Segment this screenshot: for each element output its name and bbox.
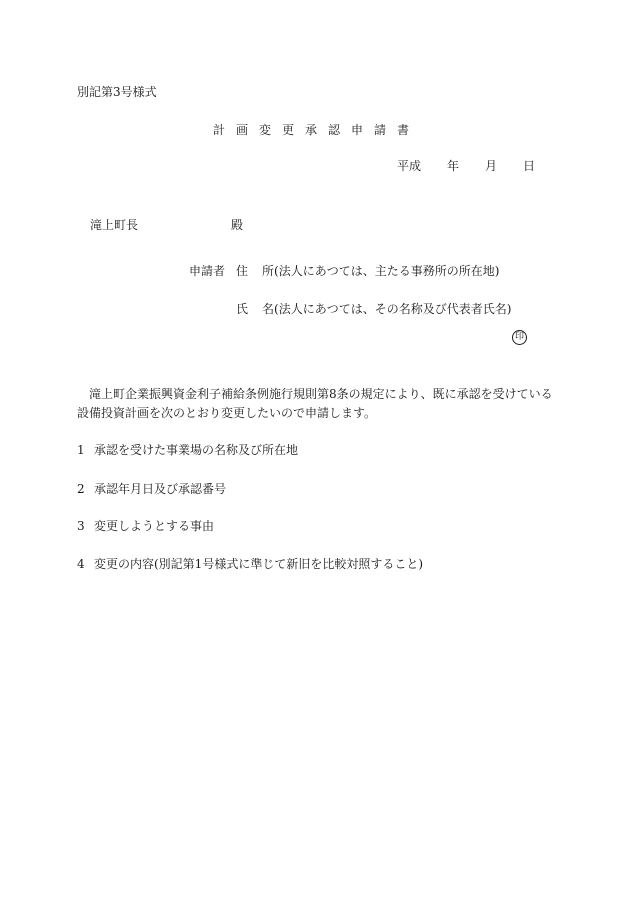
item-number: 2 xyxy=(77,482,85,496)
item-number: 1 xyxy=(77,443,85,457)
date-era: 平成 xyxy=(397,159,422,173)
item-text: 変更しようとする事由 xyxy=(94,519,215,533)
document-title: 計画変更承認申請書 xyxy=(213,123,421,137)
date-month: 月 xyxy=(485,159,498,173)
item-text: 承認を受けた事業場の名称及び所在地 xyxy=(94,443,299,457)
applicant-label: 申請者 xyxy=(189,264,226,278)
item-text: 変更の内容(別記第1号様式に準じて新旧を比較対照すること) xyxy=(94,557,424,571)
item-text: 承認年月日及び承認番号 xyxy=(94,482,227,496)
list-item xyxy=(77,444,298,456)
name-label-rest: 名(法人にあつては、その名称及び代表者氏名) xyxy=(262,302,512,316)
item-number: 3 xyxy=(77,519,85,533)
address-label-rest: 所(法人にあつては、主たる事務所の所在地) xyxy=(262,264,500,278)
date-line xyxy=(397,160,535,172)
item-number: 4 xyxy=(77,557,85,571)
name-label-first: 氏 xyxy=(236,302,249,316)
application-body: 滝上町企業振興資金利子補給条例施行規則第8条の規定により、既に承認を受けている設備投資計画を次のとおり変更したいので申請します。 xyxy=(77,387,553,420)
address-label-first: 住 xyxy=(236,264,249,278)
form-number: 別記第3号様式 xyxy=(77,85,157,99)
list-item xyxy=(77,558,423,570)
seal-mark: 印 xyxy=(512,330,527,345)
addressee: 滝上町長 xyxy=(90,218,139,232)
list-item xyxy=(77,483,226,495)
applicant-name-label xyxy=(236,303,511,315)
date-day: 日 xyxy=(523,159,536,173)
date-year: 年 xyxy=(447,159,460,173)
applicant-address-label xyxy=(236,265,499,277)
honorific: 殿 xyxy=(231,218,244,232)
list-item xyxy=(77,520,214,532)
